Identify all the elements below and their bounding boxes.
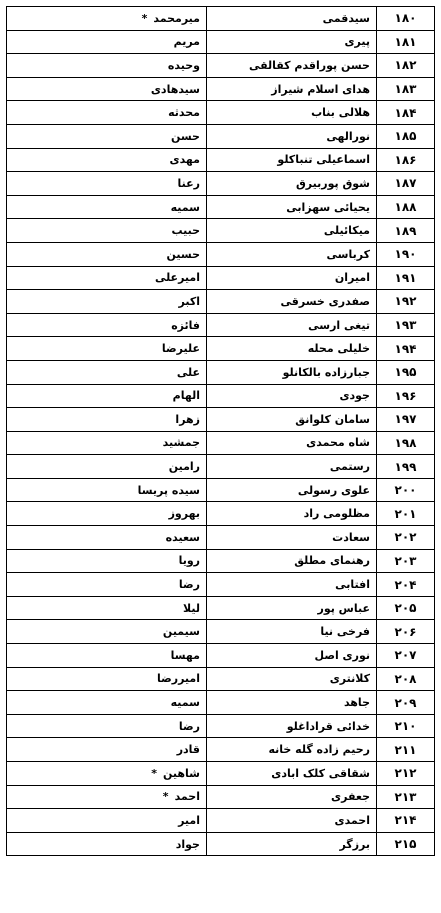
asterisk-mark: * [162,790,169,804]
first-name-cell [7,242,207,266]
last-name-cell: جعفری [207,785,377,809]
first-name-text: زهرا [175,412,200,426]
first-name-cell [7,549,207,573]
first-name-cell [7,620,207,644]
table-row [7,431,435,455]
first-name-text: اکبر [178,294,200,308]
first-name-cell [7,455,207,479]
first-name-text: رضا [178,719,200,733]
row-number: ۲۱۵ [377,832,435,856]
first-name-cell [7,785,207,809]
row-number: ۱۹۶ [377,384,435,408]
table-row [7,502,435,526]
table-row [7,54,435,78]
row-number: ۲۰۶ [377,620,435,644]
first-name-text: محدثه [168,106,200,120]
last-name-cell: اسماعیلی تنباکلو [207,148,377,172]
row-number: ۲۰۷ [377,644,435,668]
table-row [7,596,435,620]
last-name-cell: شاه محمدی [207,431,377,455]
table-row [7,148,435,172]
last-name-cell: رهنمای مطلق [207,549,377,573]
first-name-cell [7,762,207,786]
last-name-cell: جودی [207,384,377,408]
first-name-cell [7,691,207,715]
first-name-text: سمیه [170,200,200,214]
first-name-text: فائزه [171,318,200,332]
first-name-cell [7,738,207,762]
table-row [7,242,435,266]
row-number: ۱۸۶ [377,148,435,172]
last-name-cell: هلالی بناب [207,101,377,125]
last-name-cell: احمدی [207,809,377,833]
first-name-text: سمیه [170,696,200,710]
row-number: ۲۰۳ [377,549,435,573]
last-name-cell: علوی رسولی [207,478,377,502]
first-name-text: سیمین [162,625,200,639]
first-name-cell [7,596,207,620]
last-name-cell: امیران [207,266,377,290]
row-number: ۱۹۰ [377,242,435,266]
last-name-cell: مظلومی راد [207,502,377,526]
row-number: ۲۰۲ [377,526,435,550]
table-row [7,526,435,550]
last-name-cell: میکائیلی [207,219,377,243]
first-name-cell [7,124,207,148]
last-name-cell: نورالهی [207,124,377,148]
first-name-text: رامین [168,460,200,474]
first-name-text: مهدی [169,153,200,167]
first-name-text: رضا [178,578,200,592]
last-name-cell: برزگر [207,832,377,856]
row-number: ۱۹۷ [377,408,435,432]
first-name-text: حبیب [171,224,200,238]
first-name-cell [7,290,207,314]
last-name-cell: پیری [207,30,377,54]
first-name-text: علی [176,365,200,379]
last-name-cell: جبارزاده بالکانلو [207,360,377,384]
table-row [7,455,435,479]
row-number: ۲۱۱ [377,738,435,762]
first-name-text: لیلا [183,601,200,615]
first-name-text: رویا [178,554,200,568]
first-name-cell [7,172,207,196]
table-row [7,620,435,644]
table-row [7,77,435,101]
first-name-cell [7,195,207,219]
row-number: ۲۰۴ [377,573,435,597]
first-name-text: جمشید [162,436,200,450]
row-number: ۱۹۴ [377,337,435,361]
first-name-text: سعیده [165,530,200,544]
table-row [7,266,435,290]
row-number: ۱۸۲ [377,54,435,78]
first-name-text: الهام [172,389,200,403]
table-row [7,313,435,337]
first-name-text: مریم [173,35,200,49]
first-name-cell [7,526,207,550]
last-name-cell: صفدری خسرقی [207,290,377,314]
first-name-cell [7,644,207,668]
first-name-cell [7,30,207,54]
row-number: ۱۹۳ [377,313,435,337]
table-row [7,7,435,31]
table-row [7,195,435,219]
row-number: ۱۹۸ [377,431,435,455]
table-row [7,549,435,573]
first-name-text: حسن [170,129,200,143]
last-name-cell: شوق پوربیرق [207,172,377,196]
first-name-text: مهسا [170,648,200,662]
last-name-cell: شقاقی کلک ابادی [207,762,377,786]
asterisk-mark: * [141,11,148,25]
first-name-text: قادر [176,743,200,757]
row-number: ۱۸۷ [377,172,435,196]
table-row [7,832,435,856]
first-name-text: رعنا [177,176,200,190]
last-name-cell: سعادت [207,526,377,550]
first-name-cell [7,101,207,125]
first-name-cell [7,714,207,738]
row-number: ۲۰۰ [377,478,435,502]
first-name-text: سیدهادی [150,82,200,96]
first-name-text: جواد [175,837,200,851]
table-row [7,809,435,833]
last-name-cell: سیدقمی [207,7,377,31]
first-name-text: امیرعلی [154,271,200,285]
first-name-cell [7,360,207,384]
first-name-text: بهروز [168,507,200,521]
table-row [7,337,435,361]
row-number: ۱۹۹ [377,455,435,479]
table-row [7,172,435,196]
table-row [7,360,435,384]
first-name-text: حسین [166,247,200,261]
first-name-text: شاهین [163,766,200,780]
table-row [7,290,435,314]
last-name-cell: سامان کلوانق [207,408,377,432]
first-name-cell [7,337,207,361]
row-number: ۱۸۹ [377,219,435,243]
last-name-cell: خلیلی محله [207,337,377,361]
first-name-cell [7,502,207,526]
last-name-cell: یحیائی سهزابی [207,195,377,219]
first-name-cell [7,148,207,172]
first-name-text: احمد [174,790,200,804]
row-number: ۲۰۱ [377,502,435,526]
first-name-cell [7,384,207,408]
table-row [7,691,435,715]
last-name-cell: تیغی ارسی [207,313,377,337]
row-number: ۲۰۹ [377,691,435,715]
first-name-cell [7,266,207,290]
last-name-cell: جاهد [207,691,377,715]
first-name-cell [7,54,207,78]
roster-sheet [6,6,435,856]
first-name-cell [7,478,207,502]
first-name-text: میرمحمد [153,11,200,25]
roster-table-body [7,7,435,856]
row-number: ۱۹۵ [377,360,435,384]
table-row [7,219,435,243]
last-name-cell: هدای اسلام شیراز [207,77,377,101]
first-name-cell [7,573,207,597]
first-name-cell [7,809,207,833]
first-name-cell [7,431,207,455]
table-row [7,101,435,125]
table-row [7,408,435,432]
last-name-cell: رحیم زاده گله خانه [207,738,377,762]
first-name-cell [7,408,207,432]
table-row [7,478,435,502]
last-name-cell: کرباسی [207,242,377,266]
table-row [7,384,435,408]
last-name-cell: حسن پوراقدم کقالقی [207,54,377,78]
last-name-cell: افتابی [207,573,377,597]
row-number: ۲۱۰ [377,714,435,738]
table-row [7,644,435,668]
first-name-cell [7,219,207,243]
roster-table [6,6,435,856]
row-number: ۱۸۴ [377,101,435,125]
row-number: ۱۸۳ [377,77,435,101]
row-number: ۲۰۵ [377,596,435,620]
row-number: ۲۱۳ [377,785,435,809]
table-row [7,762,435,786]
row-number: ۱۸۵ [377,124,435,148]
table-row [7,30,435,54]
asterisk-mark: * [151,766,158,780]
first-name-text: امیررضا [156,672,200,686]
row-number: ۱۸۱ [377,30,435,54]
table-row [7,738,435,762]
first-name-cell [7,667,207,691]
first-name-text: علیرضا [161,342,200,356]
first-name-cell [7,313,207,337]
first-name-cell [7,7,207,31]
last-name-cell: رستمی [207,455,377,479]
row-number: ۱۸۰ [377,7,435,31]
last-name-cell: کلانتری [207,667,377,691]
first-name-text: سیده پریسا [137,483,200,497]
row-number: ۱۹۱ [377,266,435,290]
last-name-cell: نوری اصل [207,644,377,668]
first-name-cell [7,77,207,101]
first-name-text: امیر [178,813,200,827]
row-number: ۱۹۲ [377,290,435,314]
first-name-text: وحیده [167,58,200,72]
row-number: ۲۰۸ [377,667,435,691]
row-number: ۲۱۲ [377,762,435,786]
first-name-cell [7,832,207,856]
last-name-cell: فرخی نیا [207,620,377,644]
last-name-cell: عباس پور [207,596,377,620]
row-number: ۱۸۸ [377,195,435,219]
last-name-cell: خدائی قراداغلو [207,714,377,738]
table-row [7,785,435,809]
table-row [7,667,435,691]
table-row [7,714,435,738]
table-row [7,573,435,597]
table-row [7,124,435,148]
row-number: ۲۱۴ [377,809,435,833]
